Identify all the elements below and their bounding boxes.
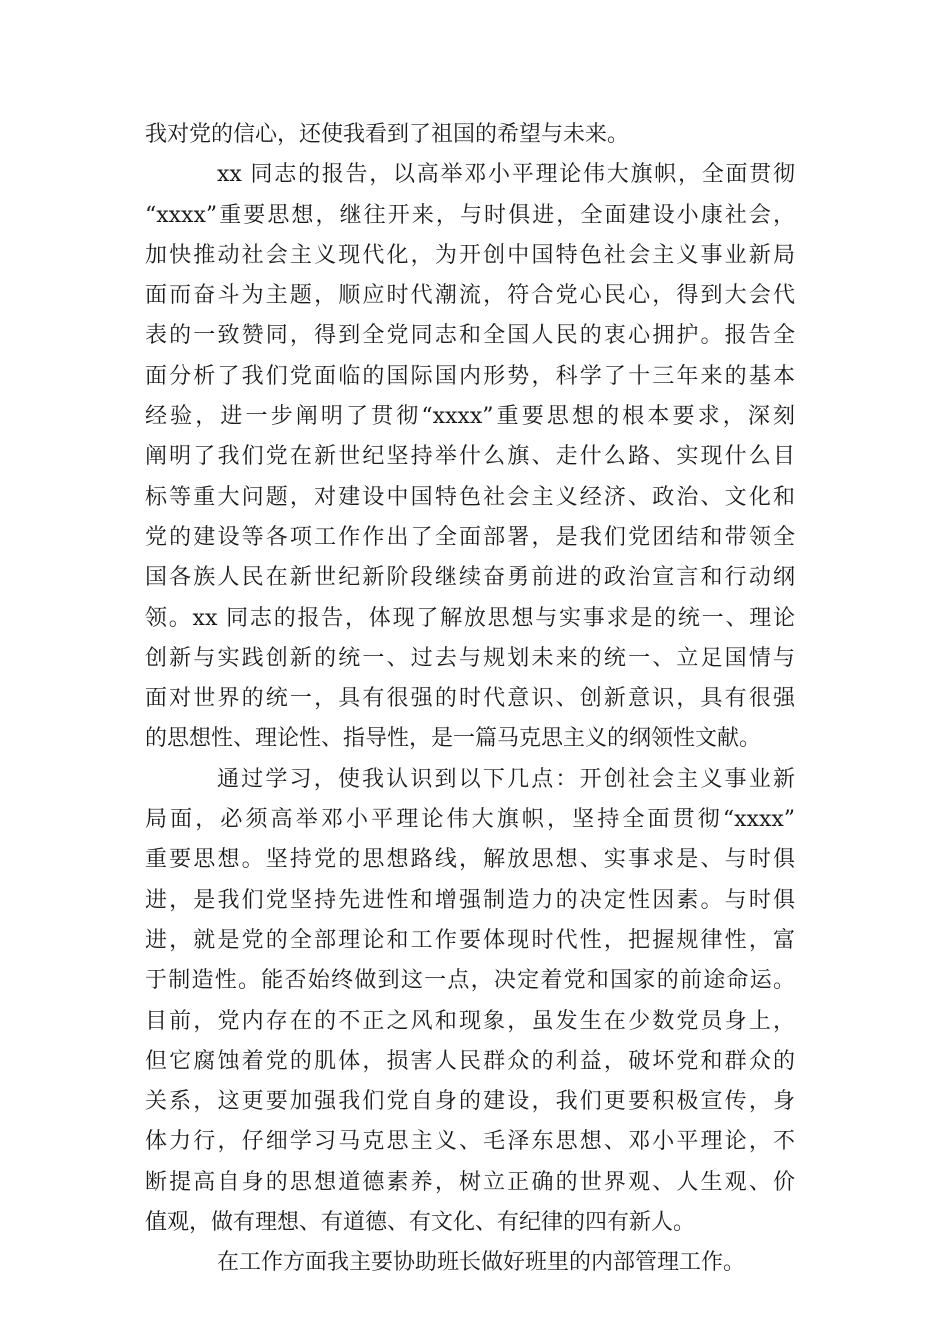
text-line: 经验，进一步阐明了贯彻“xxxx”重要思想的根本要求，深刻: [145, 404, 795, 430]
text-line: 阐明了我们党在新世纪坚持举什么旗、走什么路、实现什么目: [145, 444, 795, 470]
paragraph-first-line: 在工作方面我主要协助班长做好班里的内部管理工作。: [217, 1250, 746, 1276]
text-line: 创新与实践创新的统一、过去与规划未来的统一、立足国情与: [145, 645, 795, 671]
text-line: 体力行，仔细学习马克思主义、毛泽东思想、邓小平理论，不: [145, 1129, 795, 1155]
text-line: 面对世界的统一，具有很强的时代意识、创新意识，具有很强: [145, 686, 795, 712]
text-line: 断提高自身的思想道德素养，树立正确的世界观、人生观、价: [145, 1169, 795, 1195]
text-line: 关系，这更要加强我们党自身的建设，我们更要积极宣传，身: [145, 1089, 795, 1115]
text-line: 于制造性。能否始终做到这一点，决定着党和国家的前途命运。: [145, 968, 795, 994]
text-line: 的思想性、理论性、指导性，是一篇马克思主义的纲领性文献。: [145, 726, 762, 752]
text-line: 党的建设等各项工作作出了全面部署，是我们党团结和带领全: [145, 524, 795, 550]
text-line: 但它腐蚀着党的肌体，损害人民群众的利益，破坏党和群众的: [145, 1048, 795, 1074]
text-line: 值观，做有理想、有道德、有文化、有纪律的四有新人。: [145, 1210, 696, 1236]
text-line: “xxxx”重要思想，继往开来，与时俱进，全面建设小康社会，: [145, 202, 795, 228]
text-line: 局面，必须高举邓小平理论伟大旗帜，坚持全面贯彻“xxxx”: [145, 807, 795, 833]
text-line: 目前，党内存在的不正之风和现象，虽发生在少数党员身上，: [145, 1008, 795, 1034]
text-line: 面分析了我们党面临的国际国内形势，科学了十三年来的基本: [145, 363, 795, 389]
text-line: 我对党的信心，还使我看到了祖国的希望与未来。: [145, 122, 630, 147]
text-line: 面而奋斗为主题，顺应时代潮流，符合党心民心，得到大会代: [145, 283, 795, 309]
document-body: [145, 115, 795, 1284]
text-line: 领。xx 同志的报告，体现了解放思想与实事求是的统一、理论: [145, 605, 795, 631]
text-line: 进，就是党的全部理论和工作要体现时代性，把握规律性，富: [145, 927, 795, 953]
text-line: 标等重大问题，对建设中国特色社会主义经济、政治、文化和: [145, 484, 795, 510]
text-line: 重要思想。坚持党的思想路线，解放思想、实事求是、与时俱: [145, 847, 795, 873]
paragraph-first-line: xx 同志的报告，以高举邓小平理论伟大旗帜，全面贯彻: [217, 162, 795, 188]
text-line: 表的一致赞同，得到全党同志和全国人民的衷心拥护。报告全: [145, 323, 795, 349]
text-line: 加快推动社会主义现代化，为开创中国特色社会主义事业新局: [145, 242, 795, 268]
text-line: 国各族人民在新世纪新阶段继续奋勇前进的政治宣言和行动纲: [145, 565, 795, 591]
text-line: 进，是我们党坚持先进性和增强制造力的决定性因素。与时俱: [145, 887, 795, 913]
paragraph-first-line: 通过学习，使我认识到以下几点：开创社会主义事业新: [217, 766, 795, 792]
